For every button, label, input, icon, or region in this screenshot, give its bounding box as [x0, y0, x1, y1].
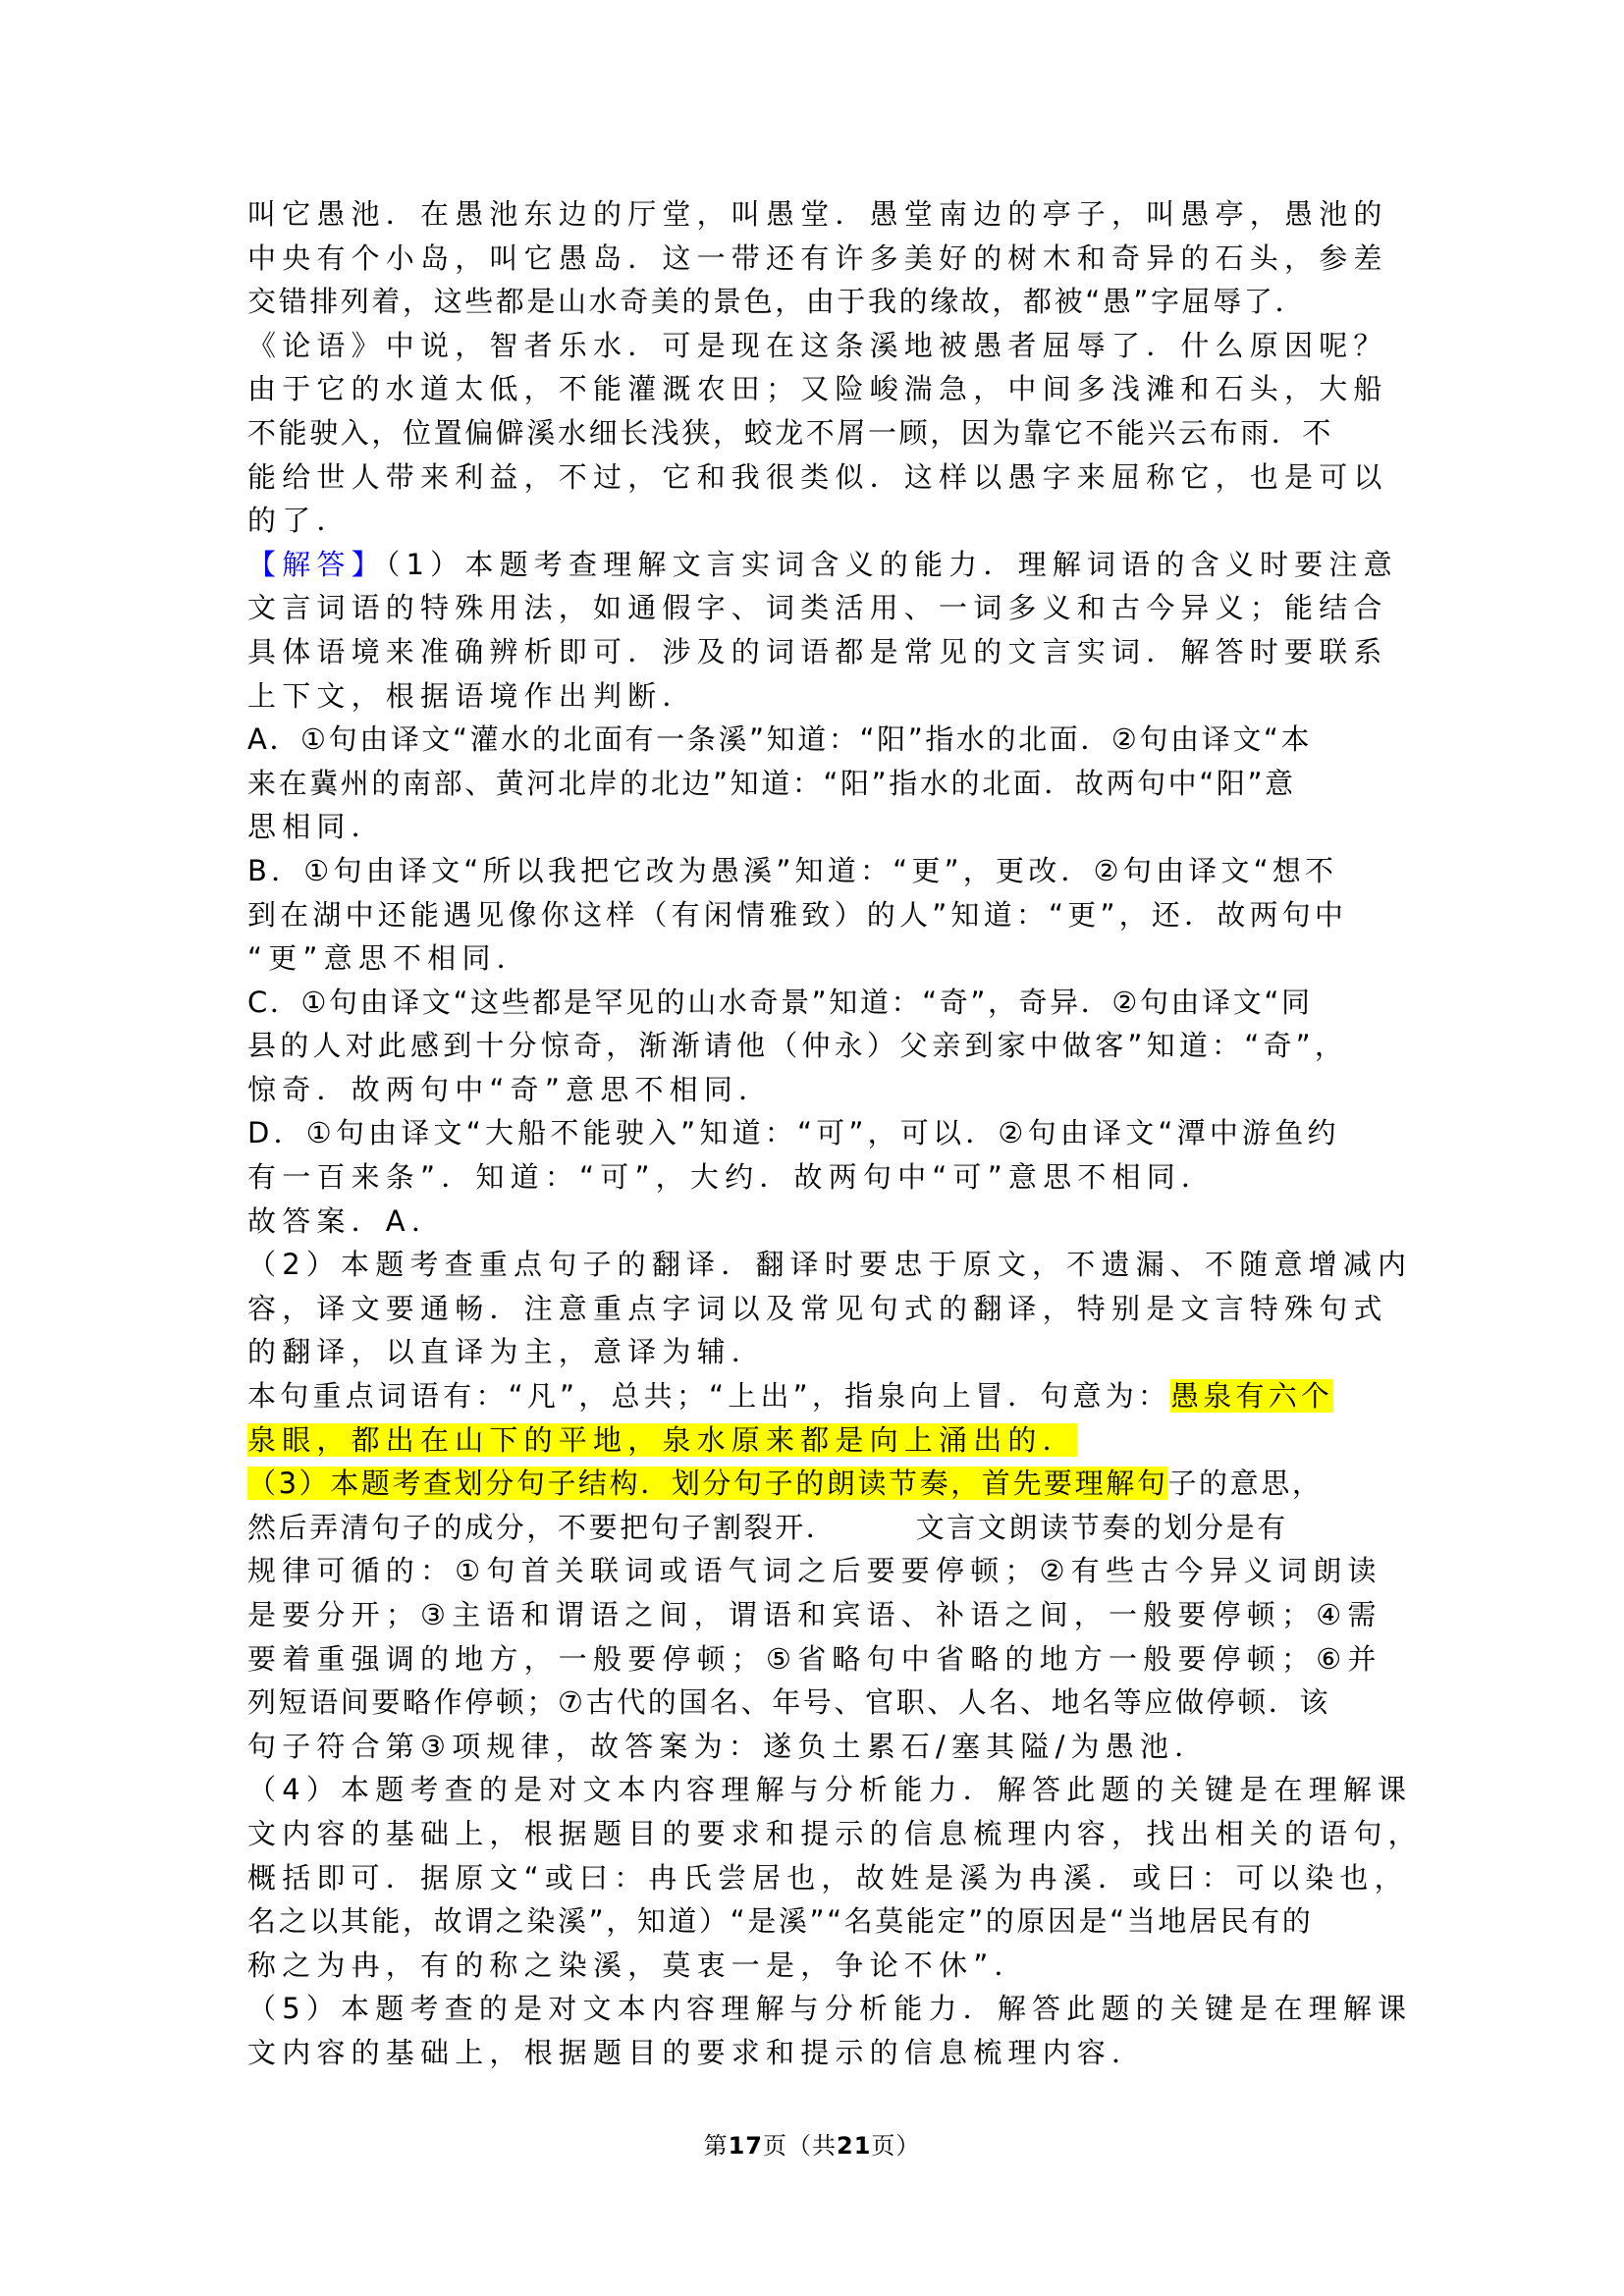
text-line: 称之为冉，有的称之染溪，莫衷一是，争论不休”．	[247, 1948, 1029, 1982]
page-footer	[0, 2126, 1624, 2161]
text-line: 叫它愚池．在愚池东边的厅堂，叫愚堂．愚堂南边的亭子，叫愚亭，愚池的	[247, 197, 1388, 231]
text-line: 文内容的基础上，根据题目的要求和提示的信息梳理内容，找出相关的语句，	[247, 1816, 1423, 1850]
footer-prefix: 第	[703, 2132, 729, 2160]
text-line: 然后弄清句子的成分，不要把句子割裂开． 文言文朗读节奏的划分是有	[247, 1510, 1288, 1544]
highlighted-text: 愚泉有六个	[1170, 1379, 1334, 1414]
page-content	[247, 192, 1423, 2075]
answer-conclusion: 故答案．A．	[247, 1203, 447, 1238]
option-c-line: C．①句由译文“这些都是罕见的山水奇景”知道：“奇”，奇异．②句由译文“同	[247, 985, 1313, 1019]
highlighted-text: 泉眼，都出在山下的平地，泉水原来都是向上涌出的．	[247, 1422, 1077, 1457]
text-line: 《论语》中说，智者乐水．可是现在这条溪地被愚者屈辱了．什么原因呢？	[247, 328, 1388, 362]
option-d-line: D．①句由译文“大船不能驶入”知道：“可”，可以．②句由译文“潭中游鱼约	[247, 1116, 1340, 1150]
text-line: 列短语间要略作停顿；⑦古代的国名、年号、官职、人名、地名等应做停顿．该	[247, 1685, 1330, 1720]
text-line: 有一百来条”．知道：“可”，大约．故两句中“可”意思不相同．	[247, 1160, 1217, 1195]
text-line: 文言词语的特殊用法，如通假字、词类活用、一词多义和古今异义；能结合	[247, 591, 1388, 625]
text-line: 句子符合第③项规律，故答案为：遂负土累石/塞其隘/为愚池．	[247, 1729, 1210, 1763]
text-line: 名之以其能，故谓之染溪”，知道）“是溪”“名莫能定”的原因是“当地居民有的	[247, 1904, 1314, 1939]
answer-intro: （1）本题考查理解文言实词含义的能力．理解词语的含义时要注意	[385, 547, 1398, 581]
text-line: “更”意思不相同．	[247, 941, 531, 976]
text-line: 中央有个小岛，叫它愚岛．这一带还有许多美好的树木和奇异的石头，参差	[247, 240, 1388, 275]
text-line: 容，译文要通畅．注意重点字词以及常见句式的翻译，特别是文言特殊句式	[247, 1291, 1388, 1325]
text-line: 概括即可．据原文“或曰：冉氏尝居也，故姓是溪为冉溪．或曰：可以染也，	[247, 1860, 1409, 1895]
q2-intro-line: （2）本题考查重点句子的翻译．翻译时要忠于原文，不遗漏、不随意增减内	[247, 1248, 1413, 1282]
text-line: 不能驶入，位置偏僻溪水细长浅狭，蛟龙不屑一顾，因为靠它不能兴云布雨．不	[247, 415, 1334, 450]
answer-heading-line	[247, 543, 1398, 587]
text-line: 要着重强调的地方，一般要停顿；⑤省略句中省略的地方一般要停顿；⑥并	[247, 1641, 1382, 1676]
footer-suffix: 页）	[871, 2132, 921, 2160]
q2-key-text: 本句重点词语有：“凡”，总共；“上出”，指泉向上冒．句意为：	[247, 1379, 1171, 1414]
text-line: 到在湖中还能遇见像你这样（有闲情雅致）的人”知道：“更”，还．故两句中	[247, 897, 1348, 932]
answer-label: 【解答】	[247, 547, 386, 581]
text-line: 规律可循的：①句首关联词或语气词之后要要停顿；②有些古今异义词朗读	[247, 1554, 1382, 1588]
option-a-line: A．①句由译文“灌水的北面有一条溪”知道：“阳”指水的北面．②句由译文“本	[247, 722, 1313, 757]
text-line: 文内容的基础上，根据题目的要求和提示的信息梳理内容．	[247, 2035, 1147, 2069]
text-line: 上下文，根据语境作出判断．	[247, 678, 697, 713]
option-b-line: B．①句由译文“所以我把它改为愚溪”知道：“更”，更改．②句由译文“想不	[247, 853, 1338, 887]
q2-answer-line	[247, 1418, 1386, 1463]
footer-middle: 页（共	[763, 2132, 837, 2160]
footer-total-pages: 21	[837, 2132, 872, 2160]
footer-page-number: 17	[728, 2132, 763, 2160]
text-line: 惊奇．故两句中“奇”意思不相同．	[247, 1072, 774, 1106]
q2-key-line	[247, 1374, 1386, 1418]
text-line: 能给世人带来利益，不过，它和我很类似．这样以愚字来屈称它，也是可以	[247, 459, 1388, 494]
text-line: 的翻译，以直译为主，意译为辅．	[247, 1335, 767, 1369]
q4-intro-line: （4）本题考查的是对文本内容理解与分析能力．解答此题的关键是在理解课	[247, 1773, 1413, 1807]
text-line: 县的人对此感到十分惊奇，渐渐请他（仲永）父亲到家中做客”知道：“奇”，	[247, 1029, 1348, 1063]
text-line: 思相同．	[247, 810, 386, 844]
q3-intro-rest: 子的意思，	[1167, 1467, 1324, 1501]
text-line: 具体语境来准确辨析即可．涉及的词语都是常见的文言实词．解答时要联系	[247, 634, 1388, 668]
text-line: 的了．	[247, 504, 352, 538]
highlighted-text: （3）本题考查划分句子结构．划分句子的朗读节奏，首先要理解句	[247, 1467, 1168, 1501]
text-line: 来在冀州的南部、黄河北岸的北边”知道：“阳”指水的北面．故两句中“阳”意	[247, 766, 1296, 800]
q3-intro-line	[247, 1462, 1386, 1506]
text-line: 交错排列着，这些都是山水奇美的景色，由于我的缘故，都被“愚”字屈辱了．	[247, 285, 1307, 319]
text-line: 由于它的水道太低，不能灌溉农田；又险峻湍急，中间多浅滩和石头，大船	[247, 372, 1388, 406]
text-line: 是要分开；③主语和谓语之间，谓语和宾语、补语之间，一般要停顿；④需	[247, 1598, 1382, 1631]
q5-intro-line: （5）本题考查的是对文本内容理解与分析能力．解答此题的关键是在理解课	[247, 1992, 1413, 2026]
